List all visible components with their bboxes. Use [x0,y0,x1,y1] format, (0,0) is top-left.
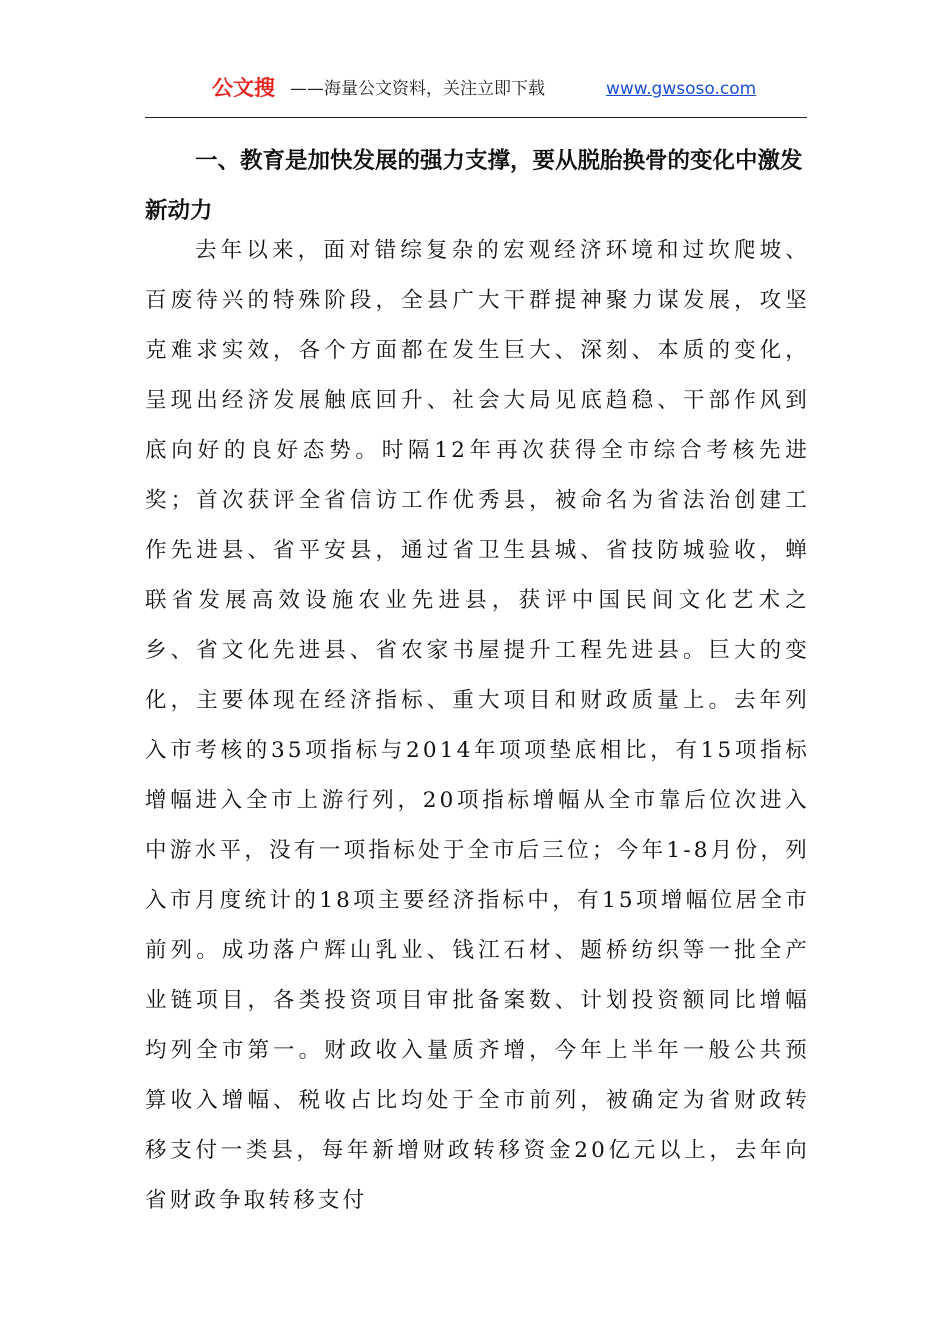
section-heading: 一、教育是加快发展的强力支撑，要从脱胎换骨的变化中激发新动力 [145,148,803,224]
page-header [0,74,950,104]
header-divider [145,117,807,118]
brand-logo-text: 公文搜 [212,76,275,100]
header-tagline: ——海量公文资料，关注立即下载 [290,79,545,99]
site-link[interactable]: www.gwsoso.com [606,79,757,99]
body-paragraph: 去年以来，面对错综复杂的宏观经济环境和过坎爬坡、百废待兴的特殊阶段，全县广大干群提神聚力谋发展，攻坚克难求实效，各个方面都在发生巨大、深刻、本质的变化，呈现出经济发展触底回升、社会大局见底趋稳、干部作风到底向好的良好态势。时隔12年再次获得全市综合考核先进奖；首次获评全省信访工作优秀县，被命名为省法治创建工作先进县、省平安县，通过省卫生县城、省技防城验收，蝉联省发展高效设施农业先进县，获评中国民间文化艺术之乡、省文化先进县、省农家书屋提升工程先进县。巨大的变化，主要体现在经济指标、重大项目和财政质量上。去年列入市考核的35项指标与2014年项项垫底相比，有15项指标增幅进入全市上游行列，20项指标增幅从全市靠后位次进入中游水平，没有一项指标处于全市后三位；今年1-8月份，列入市月度统计的18项主要经济指标中，有15项增幅位居全市前列。成功落户辉山乳业、钱江石材、题桥纺织等一批全产业链项目，各类投资项目审批备案数、计划投资额同比增幅均列全市第一。财政收入量质齐增，今年上半年一般公共预算收入增幅、税收占比均处于全市前列，被确定为省财政转移支付一类县，每年新增财政转移资金20亿元以上，去年向省财政争取转移支付 [145,238,810,1213]
